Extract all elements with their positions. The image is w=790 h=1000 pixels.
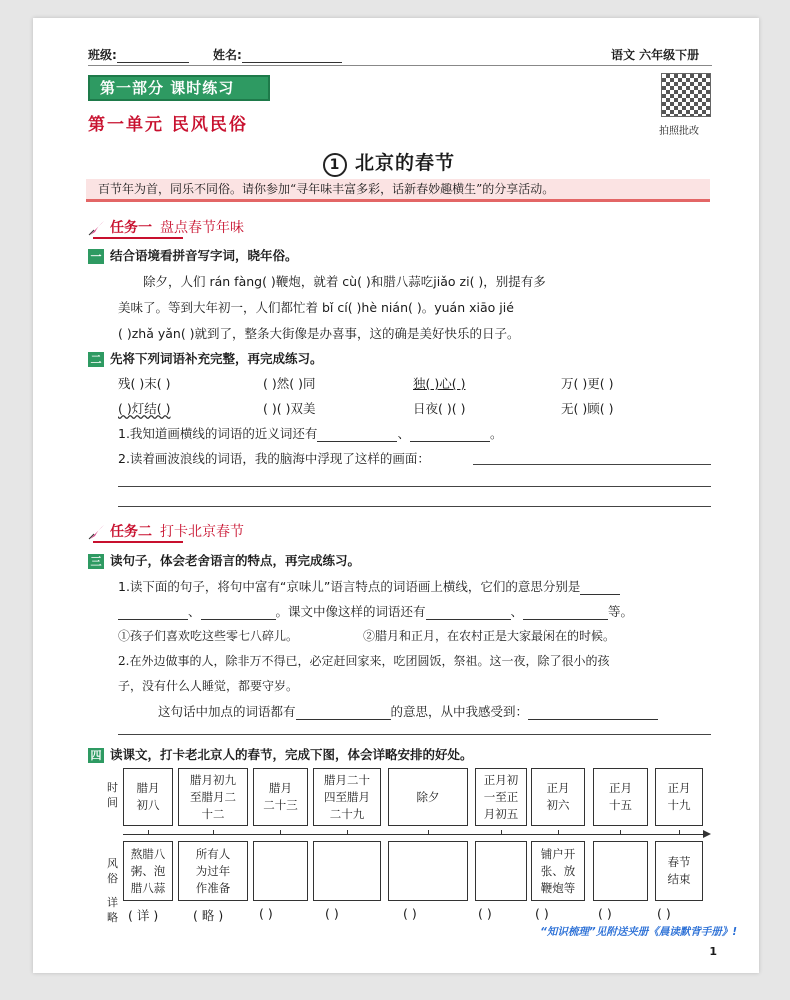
detail-item[interactable]: ( 详 ) [128,908,159,923]
q1-line3: ( )zhǎ yǎn( )就到了，整条大街像是办喜事，这的确是美好快乐的日子。 [118,326,520,341]
custom-label: 风俗 [107,857,118,885]
custom-text: 春节 结束 [667,855,691,886]
name-blank[interactable] [242,49,342,63]
page-number: 1 [709,945,717,958]
timeline-tick [501,830,502,835]
q2-number: 二 [88,352,104,367]
time-text: 腊月初九 至腊月二 十二 [190,772,236,821]
q2-word6: ( )( )双美 [263,401,316,416]
detail-item[interactable]: ( ) [535,906,549,921]
custom-box[interactable] [313,841,381,901]
q1-number: 一 [88,249,104,264]
class-label: 班级: [88,48,117,62]
q1-heading [88,246,298,264]
q2-word1: 残( )末( ) [118,376,171,391]
custom-box[interactable] [123,841,173,901]
q2-title: 先将下列词语补充完整，再完成练习。 [110,351,323,366]
detail-item[interactable]: ( ) [403,906,417,921]
q3-s1-text: 1.读下面的句子，将句中富有“京味儿”语言特点的词语画上横线，它们的意思分别是 [118,579,581,594]
task1-name: 盘点春节年味 [160,220,244,236]
time-text: 正月初 一至正 月初五 [483,772,519,821]
lesson-name: 北京的春节 [355,152,456,174]
q2-sub1-blank2[interactable] [410,428,490,442]
task2-name: 打卡北京春节 [160,524,244,540]
timeline-tick [148,830,149,835]
quill-icon [88,220,106,236]
q2-word5: ( )灯结( ) [118,401,171,416]
q3-s1-line2: 、 。课文中像这样的词语还有 、 等。 [118,602,633,620]
time-box [388,768,468,826]
q3-s2-text: 这句话中加点的词语都有 [158,704,296,719]
time-box [178,768,248,826]
unit-title: 第一单元 民风民俗 [88,115,248,135]
timeline-arrow-icon [703,830,711,838]
custom-box[interactable] [253,841,308,901]
custom-box[interactable] [475,841,527,901]
task1-heading [88,217,244,237]
task2-heading [88,521,244,541]
time-text: 除夕 [416,789,440,804]
custom-text: 铺户开 张、放 鞭炮等 [540,846,576,895]
time-box [593,768,648,826]
custom-box[interactable] [531,841,585,901]
timeline-tick [679,830,680,835]
q3-example1: ①孩子们喜欢吃这些零七八碎儿。 [118,629,299,643]
header-divider [88,65,712,66]
custom-box[interactable] [655,841,703,901]
q1-title: 结合语境看拼音写字词，晓年俗。 [110,248,298,263]
q3-s2-line2: 子，没有什么人睡觉，都要守岁。 [118,679,299,693]
class-field [88,46,189,63]
custom-box[interactable] [178,841,248,901]
timeline-tick [428,830,429,835]
time-box [531,768,585,826]
q3-s1-blank2[interactable] [118,606,188,620]
q1-line2: 美味了。等到大年初一，人们都忙着 bǐ cí( )hè nián( )。yuán xiāo jié [118,300,514,315]
q3-s1-end: 等。 [608,604,634,619]
q3-s1-line1 [118,577,620,595]
intro-banner: 百节年为首，同乐不同俗。请你参加“寻年味丰富多彩，话新春妙趣横生”的分享活动。 [86,179,710,202]
q3-title: 读句子，体会老舍语言的特点，再完成练习。 [110,553,361,568]
time-box [253,768,308,826]
q2-word2: ( )然( )同 [263,376,316,391]
footer-note: “知识梳理”见附送夹册《晨读默背手册》! [540,926,737,938]
q2-word8: 无( )顾( ) [561,401,614,416]
time-text: 正月 初六 [546,781,570,812]
q1-line1: 除夕，人们 rán fàng( )鞭炮，就着 cù( )和腊八蒜吃jiǎo zi( )，别提有多 [143,274,546,289]
task1-label: 任务一 [110,220,152,236]
task1-underline [93,237,183,239]
timeline-tick [558,830,559,835]
q2-sub2-text: 2.读着画波浪线的词语，我的脑海中浮现了这样的画面： [118,451,430,466]
q3-s2-line3 [158,702,658,720]
q3-s2-blank1[interactable] [296,706,391,720]
q2-sub1: 1.我知道画横线的词语的近义词还有 、 。 [118,426,503,441]
lesson-title [323,148,455,177]
custom-box[interactable] [388,841,468,901]
q3-s2-text2: 的意思，从中我感受到： [390,704,529,719]
time-text: 腊月二十 四至腊月 二十九 [324,772,370,821]
q4-number: 四 [88,748,104,763]
quill-icon [88,524,106,540]
name-label: 姓名: [213,48,242,62]
detail-item[interactable]: ( ) [325,906,339,921]
time-box [123,768,173,826]
q2-heading [88,349,323,367]
timeline-tick [620,830,621,835]
q3-s1-blank1[interactable] [580,581,620,595]
time-label: 时间 [107,781,118,809]
book-title: 语文 六年级下册 [611,48,700,62]
detail-item[interactable]: ( ) [657,906,671,921]
time-box [313,768,381,826]
timeline-tick [280,830,281,835]
time-box [475,768,527,826]
q2-answer-line1[interactable] [118,486,711,487]
q2-word3: 独( )心( ) [413,376,466,391]
qr-label: 拍照批改 [659,126,699,137]
custom-text: 熬腊八 粥、泡 腊八蒜 [130,846,166,895]
q3-s1-mid: 。课文中像这样的词语还有 [275,604,426,619]
q3-s1-blank4[interactable] [426,606,511,620]
q3-s1-blank5[interactable] [523,606,608,620]
detail-item[interactable]: ( ) [478,906,492,921]
part-banner: 第一部分 课时练习 [88,75,270,101]
q3-s1-blank3[interactable] [201,606,276,620]
q3-example2: ②腊月和正月，在农村正是大家最闲在的时候。 [363,629,616,643]
q4-title: 读课文，打卡老北京人的春节，完成下图，体会详略安排的好处。 [110,747,473,762]
q3-s2-blank2[interactable] [528,706,658,720]
lesson-number: 1 [323,153,347,177]
timeline-axis [123,834,705,835]
timeline-tick [213,830,214,835]
q3-answer-line[interactable] [118,734,711,735]
q4-heading [88,745,473,763]
detail-item[interactable]: ( 略 ) [193,908,224,923]
task2-label: 任务二 [110,524,152,540]
timeline-tick [347,830,348,835]
q2-word4: 万( )更( ) [561,376,614,391]
time-text: 腊月 初八 [136,781,160,812]
class-blank[interactable] [117,49,189,63]
q2-answer-line2[interactable] [118,506,711,507]
q3-number: 三 [88,554,104,569]
name-field [213,46,342,63]
q2-sub1-text: 1.我知道画横线的词语的近义词还有 [118,426,318,441]
custom-box[interactable] [593,841,648,901]
worksheet-page [33,18,759,973]
detail-item[interactable]: ( ) [598,906,612,921]
time-text: 正月 十五 [609,781,632,812]
custom-text: 所有人 为过年 作准备 [195,846,231,895]
time-box [655,768,703,826]
q3-heading [88,551,360,569]
time-text: 腊月 二十三 [263,781,298,812]
detail-label: 详略 [107,896,118,924]
detail-item[interactable]: ( ) [259,906,273,921]
q2-word7: 日夜( )( ) [413,401,466,416]
qr-code-icon[interactable] [661,73,711,117]
q2-sub2-line0[interactable] [473,464,711,465]
task2-underline [93,541,183,543]
q2-sub1-blank1[interactable] [317,428,397,442]
time-text: 正月 十九 [667,781,691,812]
q2-sub2 [118,449,430,467]
q3-s2-line1: 2.在外边做事的人，除非万不得已，必定赶回家来，吃团圆饭，祭祖。这一夜，除了很小的孩 [118,654,610,668]
